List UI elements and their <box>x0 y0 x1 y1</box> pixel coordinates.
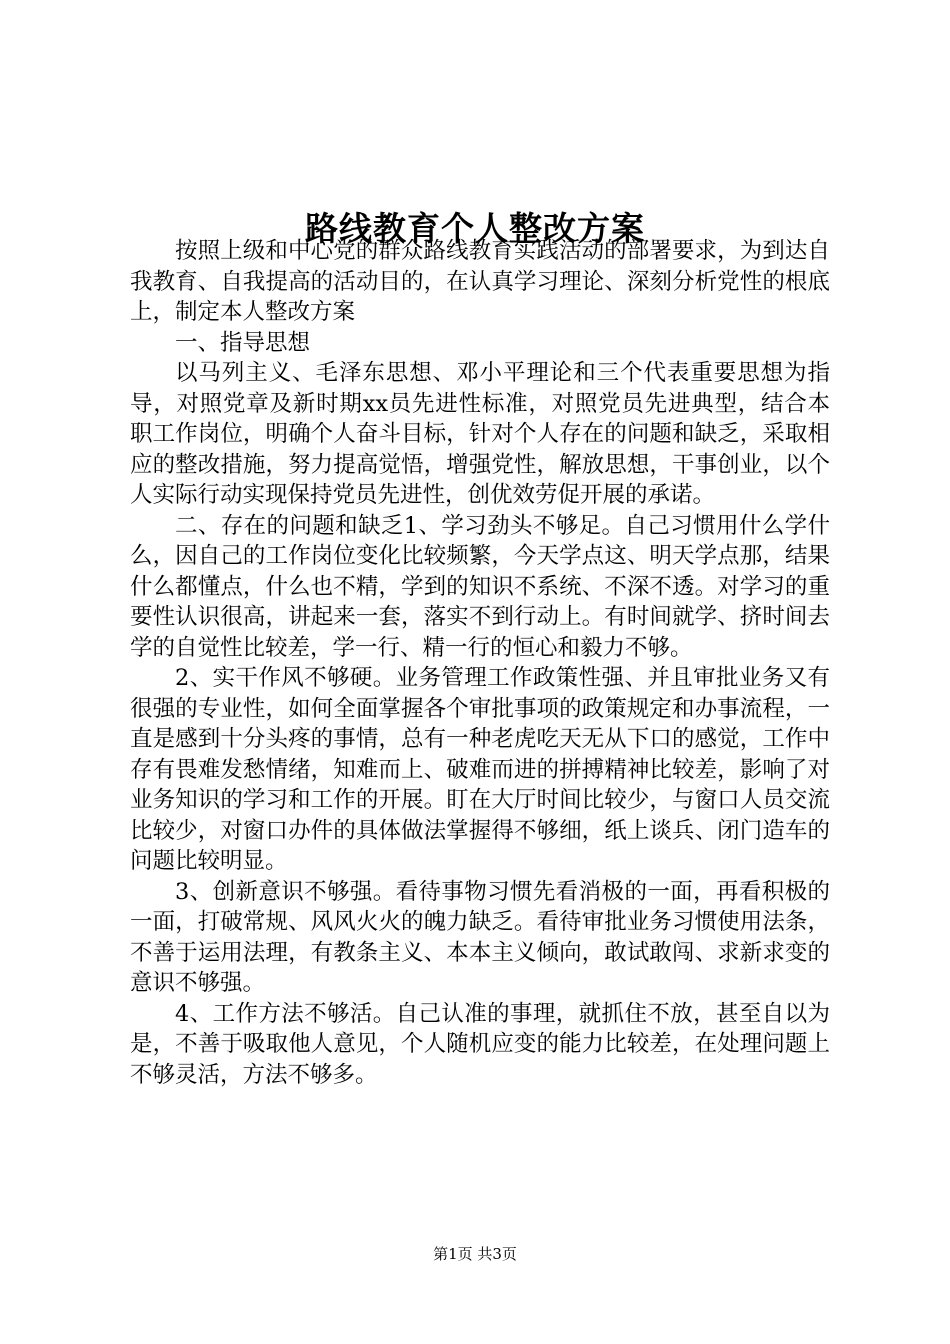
paragraph-problems-learning: 二、存在的问题和缺乏1、学习劲头不够足。自己习惯用什么学什么，因自己的工作岗位变化比较频繁，今天学点这、明天学点那，结果什么都懂点，什么也不精，学到的知识不系统、不深不透。对学习的重要性认识很高，讲起来一套，落实不到行动上。有时间就学、挤时间去学的自觉性比较差，学一行、精一行的恒心和毅力不够。 <box>130 512 830 661</box>
paragraph-problems-methods: 4、工作方法不够活。自己认准的事理，就抓住不放，甚至自以为是，不善于吸取他人意见，个人随机应变的能力比较差，在处理问题上不够灵活，方法不够多。 <box>130 1000 830 1088</box>
paragraph-problems-innovation: 3、创新意识不够强。看待事物习惯先看消极的一面，再看积极的一面，打破常规、风风火火的魄力缺乏。看待审批业务习惯使用法条，不善于运用法理，有教条主义、本本主义倾向，敢试敢闯、求新求变的意识不够强。 <box>130 878 830 996</box>
section-heading-guiding-thought: 一、指导思想 <box>175 329 311 356</box>
paragraph-guiding-thought: 以马列主义、毛泽东思想、邓小平理论和三个代表重要思想为指导，对照党章及新时期xx员先进性标准，对照党员先进典型，结合本职工作岗位，明确个人奋斗目标，针对个人存在的问题和缺乏，采取相应的整改措施，努力提高觉悟，增强党性，解放思想，干事创业，以个人实际行动实现保持党员先进性，创优效劳促开展的承诺。 <box>130 360 830 508</box>
paragraph-problems-work-style: 2、实干作风不够硬。业务管理工作政策性强、并且审批业务又有很强的专业性，如何全面掌握各个审批事项的政策规定和办事流程，一直是感到十分头疼的事情，总有一种老虎吃天无从下口的感觉，工作中存有畏难发愁情绪，知难而上、破难而进的拼搏精神比较差，影响了对业务知识的学习和工作的开展。盯在大厅时间比较少，与窗口人员交流比较少，对窗口办件的具体做法掌握得不够细，纸上谈兵、闭门造车的问题比较明显。 <box>130 665 830 874</box>
paragraph-intro: 按照上级和中心党的群众路线教育实践活动的部署要求，为到达自我教育、自我提高的活动目的，在认真学习理论、深刻分析党性的根底上，制定本人整改方案 <box>130 238 830 325</box>
document-title: 路线教育个人整改方案 <box>305 209 645 249</box>
document-body <box>130 236 830 1090</box>
page-number-footer: 第1页 共3页 <box>433 1245 517 1263</box>
